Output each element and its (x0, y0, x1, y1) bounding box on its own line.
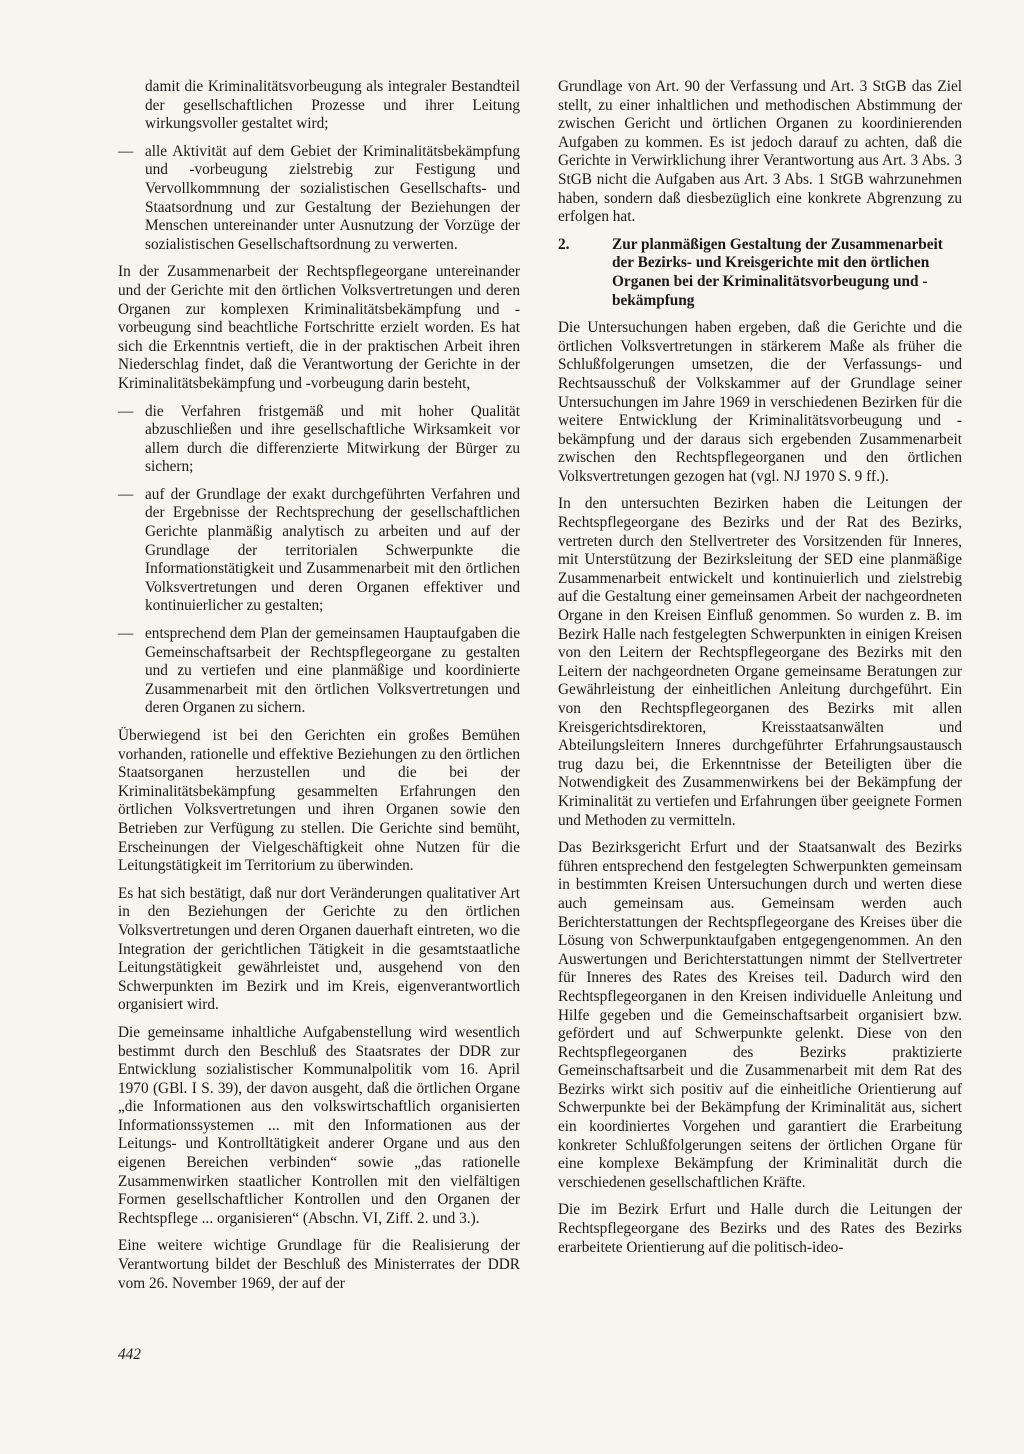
bullet-dash: — (118, 485, 134, 503)
bullet-dash: — (118, 142, 134, 160)
left-column (118, 78, 520, 1302)
bullet-item (118, 403, 520, 477)
paragraph: In der Zusammenarbeit der Rechtspflegeorgane untereinander und der Gerichte mit den örtlichen Volksvertretungen und deren Organen zur komplexen Kriminalitätsbekämpfung und -vorbeugung sind beachtliche Fortschritte erzielt worden. Es hat sich die Erkenntnis vertieft, die in der praktischen Arbeit ihren Niederschlag findet, daß die Verantwortung der Gerichte in der Kriminalitätsbekämpfung und -vorbeugung darin besteht, (118, 263, 520, 392)
bullet-dash: — (118, 625, 134, 643)
paragraph: In den untersuchten Bezirken haben die Leitungen der Rechtspflegeorgane des Bezirks und der Rat des Bezirks, vertreten durch den Stellvertreter des Vorsitzenden für Inneres, mit Unterstützung der Bezirksleitung der SED eine planmäßige Zusammenarbeit entwickelt und kontinuierlich und zielstrebig auf die Gestaltung einer gemeinsamen Arbeit der nachgeordneten Organe in den Kreisen Einfluß genommen. So wurden z. B. im Bezirk Halle nach festgelegten Schwerpunkten in einigen Kreisen von den Leitern der Rechtspflegeorgane des Bezirks mit den Leitern der nachgeordneten Organe gemeinsame Beratungen zur Gewährleistung der einheitlichen Anleitung durchgeführt. Ein von den Rechtspflegeorganen des Bezirks mit allen Kreisgerichtsdirektoren, Kreisstaatsanwälten und Abteilungsleitern Inneres durchgeführter Erfahrungsaustausch trug dazu bei, die Erkenntnisse der Beteiligten über die Notwendigkeit des Zusammenwirkens bei der Bekämpfung der Kriminalität zu vertiefen und Erfahrungen über geeignete Formen und Methoden zu vermitteln. (558, 495, 962, 829)
paragraph: Es hat sich bestätigt, daß nur dort Veränderungen qualitativer Art in den Beziehungen der Gerichte zu den örtlichen Volksvertretungen und deren Organen dauerhaft eintreten, wo die Integration der gerichtlichen Tätigkeit in die gesamtstaatliche Leitungstätigkeit gewährleistet und, ausgehend von den Schwerpunkten im Bezirk und im Kreis, eigenverantwortlich organisiert wird. (118, 884, 520, 1014)
paragraph: Das Bezirksgericht Erfurt und der Staatsanwalt des Bezirks führen entsprechend den festgelegten Schwerpunkten gemeinsam in bestimmten Kreisen Untersuchungen durch und werten diese auch gemeinsam aus. Gemeinsam werden auch Berichterstattungen der Rechtspflegeorgane des Kreises über die Lösung von Schwerpunktaufgaben entgegengenommen. An den Auswertungen und Berichterstattungen nimmt der Stellvertreter für Inneres des Rates des Kreises teil. Dadurch wird den Rechtspflegeorganen in den Kreisen individuelle Anleitung und Hilfe gegeben und die Gemeinschaftsarbeit organisiert bzw. gefördert und auf Schwerpunkte gelenkt. Diese von den Rechtspflegeorganen des Bezirks praktizierte Gemeinschaftsarbeit und die Zusammenarbeit mit dem Rat des Bezirks wirkt sich positiv auf die einheitliche Orientierung auf Schwerpunkte bei der Bekämpfung der Kriminalität aus, sichert ein koordiniertes Vorgehen und garantiert die Erarbeitung konkreter Schlußfolgerungen seitens der örtlichen Organe für eine komplexe Bekämpfung der Kriminalität durch die verschiedenen gesellschaftlichen Kräfte. (558, 839, 962, 1191)
bullet-item (118, 625, 520, 718)
paragraph: Überwiegend ist bei den Gerichten ein großes Bemühen vorhanden, rationelle und effektive Beziehungen zu den örtlichen Staatsorganen herzustellen und die bei der Kriminalitätsbekämpfung gesammelten Erfahrungen den örtlichen Volksvertretungen und ihren Organen sowie den Betrieben zur Verfügung zu stellen. Die Gerichte sind bemüht, Erscheinungen der Vielgeschäftigkeit ohne Nutzen für die Leitungstätigkeit im Territorium zu überwinden. (118, 727, 520, 875)
right-column (558, 78, 962, 1266)
paragraph: Die gemeinsame inhaltliche Aufgabenstellung wird wesentlich bestimmt durch den Beschluß des Staatsrates der DDR zur Entwicklung sozialistischer Kommunalpolitik vom 16. April 1970 (GBl. I S. 39), der davon ausgeht, daß die örtlichen Organe „die Informationen aus den volkswirtschaftlich organisierten Informationssystemen ... mit den Informationen aus der Leitungs- und Kontrolltätigkeit anderer Organe und aus den eigenen Bereichen verbinden“ sowie „das rationelle Zusammenwirken staatlicher Kontrollen mit den vielfältigen Formen gesellschaftlicher Kontrollen und den Organen der Rechtspflege ... organisieren“ (Abschn. VI, Ziff. 2. und 3.). (118, 1023, 520, 1227)
paragraph-continuation: Grundlage von Art. 90 der Verfassung und Art. 3 StGB das Ziel stellt, zu einer inhaltlichen und methodischen Abstimmung der zwischen Gericht und örtlichen Organen zu koordinierenden Aufgaben zu kommen. Es ist jedoch darauf zu achten, daß die Gerichte in Verwirklichung ihrer Verantwortung aus Art. 3 Abs. 3 StGB nicht die Aufgaben aus Art. 3 Abs. 1 StGB wahrzunehmen haben, sondern daß diesbezüglich eine konkrete Abgrenzung zu erfolgen hat. (558, 78, 962, 226)
bullet-item (118, 486, 520, 616)
bullet-text: entsprechend dem Plan der gemeinsamen Hauptaufgaben die Gemeinschaftsarbeit der Rechtspflegeorgane zu gestalten und zu vertiefen und eine planmäßige und koordinierte Zusammenarbeit mit den örtlichen Volksvertretungen und deren Organen zu sichern. (145, 625, 520, 717)
page-number: 442 (118, 1346, 141, 1363)
section-number: 2. (558, 235, 570, 253)
bullet-text: die Verfahren fristgemäß und mit hoher Qualität abzuschließen und ihre gesellschaftliche Wirksamkeit vor allem durch die differenzierte Mitwirkung der Bürger zu sichern; (145, 402, 520, 476)
paragraph: Die Untersuchungen haben ergeben, daß die Gerichte und die örtlichen Volksvertretungen in stärkerem Maße als früher die Schlußfolgerungen umsetzen, die der Verfassungs- und Rechtsausschuß der Volkskammer auf der Grundlage seiner Untersuchungen im Jahre 1969 in verschiedenen Bezirken für die weitere Entwicklung der Kriminalitätsvorbeugung und -bekämpfung und der daraus sich ergebenden Zusammenarbeit zwischen den Rechtspflegeorganen und den örtlichen Volksvertretungen gezogen hat (vgl. NJ 1970 S. 9 ff.). (558, 319, 962, 485)
section-heading (558, 236, 962, 310)
bullet-text: alle Aktivität auf dem Gebiet der Kriminalitätsbekämpfung und -vorbeugung zielstrebig zur Festigung und Vervollkommnung der sozialistischen Gesellschafts- und Staatsordnung und zur Gestaltung der Beziehungen der Menschen untereinander unter Ausnutzung der Vorzüge der sozialistischen Gesellschaftsordnung zu verwerten. (145, 142, 520, 253)
bullet-text: auf der Grundlage der exakt durchgeführten Verfahren und der Ergebnisse der Rechtsprechung der gesellschaftlichen Gerichte planmäßig analytisch zu arbeiten und auf der Grundlage der territorialen Schwerpunkte die Informationstätigkeit und Zusammenarbeit mit den örtlichen Volksvertretungen und deren Organen effektiver und kontinuierlicher zu gestalten; (145, 485, 520, 615)
bullet-item (118, 143, 520, 255)
section-title: Zur planmäßigen Gestaltung der Zusammenarbeit der Bezirks- und Kreisgerichte mit den örtlichen Organen bei der Kriminalitätsvorbeugung und -bekämpfung (612, 235, 943, 309)
paragraph: Die im Bezirk Erfurt und Halle durch die Leitungen der Rechtspflegeorgane des Bezirks und des Rates des Bezirks erarbeitete Orientierung auf die politisch-ideo- (558, 1201, 962, 1256)
bullet-dash: — (118, 402, 134, 420)
paragraph: Eine weitere wichtige Grundlage für die Realisierung der Verantwortung bildet der Beschluß des Ministerrates der DDR vom 26. November 1969, der auf der (118, 1237, 520, 1292)
paragraph-continuation: damit die Kriminalitätsvorbeugung als integraler Bestandteil der gesellschaftlichen Prozesse und ihrer Leitung wirkungsvoller gestaltet wird; (145, 78, 520, 133)
